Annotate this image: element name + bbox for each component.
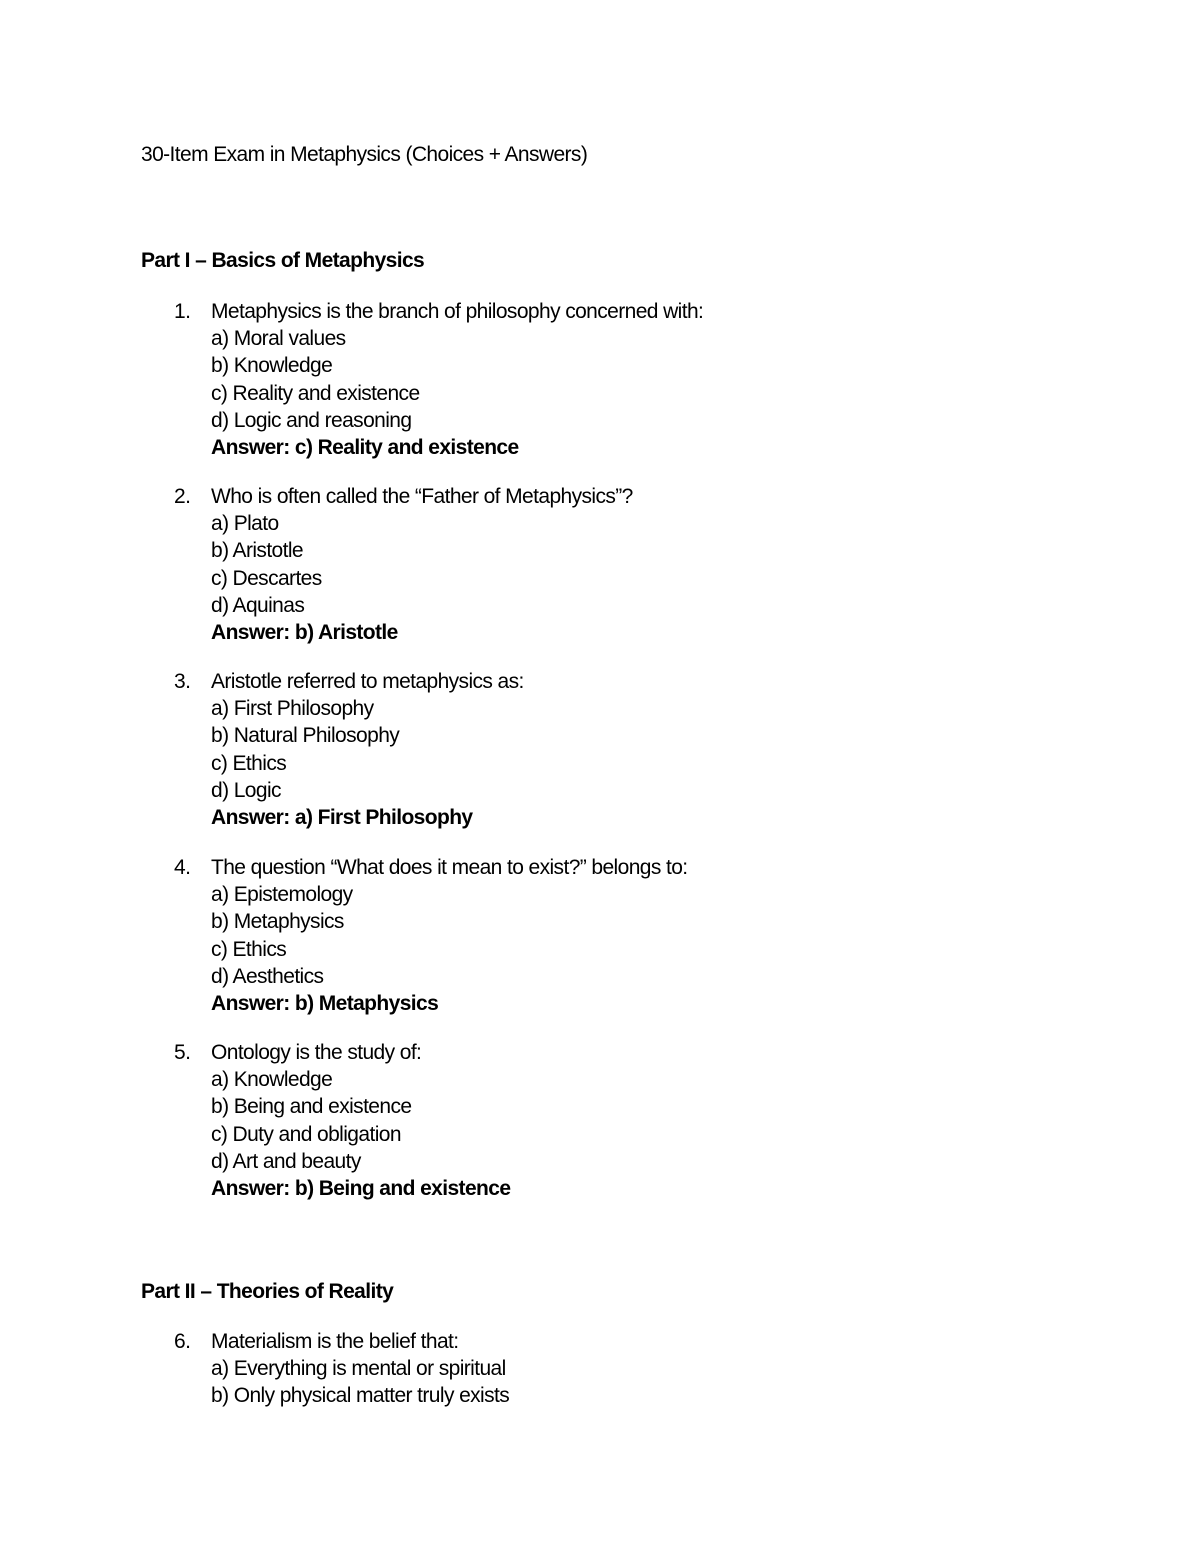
answer-key: Answer: c) Reality and existence xyxy=(211,436,519,460)
question-body xyxy=(211,1039,510,1202)
choice-b: b) Knowledge xyxy=(211,354,333,378)
choice-a: a) Knowledge xyxy=(211,1068,333,1092)
choice-a: a) Epistemology xyxy=(211,883,353,907)
question-number: 5. xyxy=(174,1041,191,1064)
choice-a: a) Everything is mental or spiritual xyxy=(211,1357,506,1381)
question-text: The question “What does it mean to exist?” belongs to: xyxy=(211,856,688,879)
part-heading-2: Part II – Theories of Reality xyxy=(141,1280,394,1303)
choice-a: a) Plato xyxy=(211,512,279,536)
question-body xyxy=(211,483,633,646)
question-body xyxy=(211,1328,509,1410)
choice-a: a) First Philosophy xyxy=(211,697,374,721)
answer-key: Answer: b) Metaphysics xyxy=(211,992,439,1016)
question-body xyxy=(211,298,703,461)
choice-b: b) Metaphysics xyxy=(211,910,344,934)
answer-key: Answer: a) First Philosophy xyxy=(211,806,473,830)
choice-c: c) Reality and existence xyxy=(211,381,420,405)
choice-d: d) Aquinas xyxy=(211,593,305,617)
question-text: Metaphysics is the branch of philosophy concerned with: xyxy=(211,300,704,323)
question-text: Ontology is the study of: xyxy=(211,1041,422,1064)
answer-key: Answer: b) Aristotle xyxy=(211,621,398,645)
choice-c: c) Descartes xyxy=(211,566,322,590)
choice-b: b) Aristotle xyxy=(211,539,304,563)
choice-d: d) Logic xyxy=(211,778,281,802)
question-number: 6. xyxy=(174,1330,191,1353)
answer-key: Answer: b) Being and existence xyxy=(211,1177,511,1201)
choice-c: c) Ethics xyxy=(211,751,287,775)
choice-c: c) Ethics xyxy=(211,937,287,961)
document-title: 30-Item Exam in Metaphysics (Choices + Answers) xyxy=(141,143,588,166)
question-number: 2. xyxy=(174,485,191,508)
choice-b: b) Natural Philosophy xyxy=(211,724,400,748)
question-number: 3. xyxy=(174,670,191,693)
question-text: Who is often called the “Father of Metaphysics”? xyxy=(211,485,633,508)
part-heading-1: Part I – Basics of Metaphysics xyxy=(141,249,425,272)
question-body xyxy=(211,668,524,831)
choice-d: d) Aesthetics xyxy=(211,964,324,988)
question-text: Materialism is the belief that: xyxy=(211,1330,459,1353)
question-body xyxy=(211,854,688,1017)
choice-a: a) Moral values xyxy=(211,327,346,351)
choice-c: c) Duty and obligation xyxy=(211,1122,401,1146)
choice-b: b) Only physical matter truly exists xyxy=(211,1384,510,1408)
choice-b: b) Being and existence xyxy=(211,1095,412,1119)
choice-d: d) Logic and reasoning xyxy=(211,408,412,432)
question-number: 1. xyxy=(174,300,191,323)
choice-d: d) Art and beauty xyxy=(211,1149,361,1173)
question-text: Aristotle referred to metaphysics as: xyxy=(211,670,524,693)
question-number: 4. xyxy=(174,856,191,879)
